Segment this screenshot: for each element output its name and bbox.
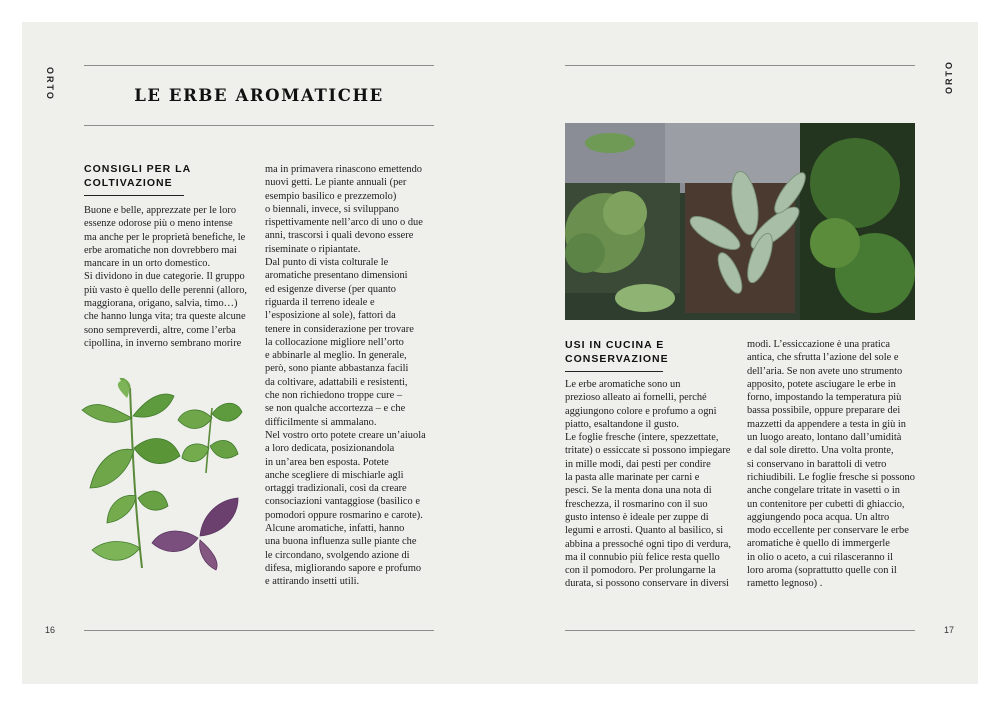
purple-basil-leaves bbox=[152, 498, 238, 570]
left-col2-line: se non qualche accortezza – e che bbox=[265, 403, 406, 415]
right-col1-line: tritate) o essiccate si possono impiegare bbox=[565, 445, 731, 457]
left-col2-line: Alcune aromatiche, infatti, hanno bbox=[265, 523, 405, 535]
left-col1-line: che hanno lunga vita; tra queste alcune bbox=[84, 311, 246, 323]
right-col2-line: apposito, potete asciugare le erbe in bbox=[747, 378, 896, 390]
right-top-rule bbox=[565, 65, 915, 66]
right-side-label: ORTO bbox=[944, 60, 954, 94]
section-heading-conservazione: USI IN CUCINA E CONSERVAZIONE bbox=[565, 339, 669, 365]
herbs-photo-art bbox=[565, 123, 915, 320]
left-col1-line: mancare in un orto domestico. bbox=[84, 258, 211, 270]
left-col2-line: riguarda il terreno ideale e bbox=[265, 296, 375, 308]
left-title-rule bbox=[84, 125, 434, 126]
left-col2-line: ma in primavera rinascono emettendo bbox=[265, 164, 422, 175]
right-col2-line: antica, che sfrutta l’azione del sole e bbox=[747, 352, 899, 364]
left-col2-line: che non richiedono troppe cure – bbox=[265, 390, 403, 402]
left-col2-line: la collocazione migliore nell’orto bbox=[265, 336, 404, 348]
page-number-right: 17 bbox=[944, 625, 955, 635]
left-col1-line: cipollina, in inverno sembrano morire bbox=[84, 337, 242, 349]
right-col1-line: freschezza, il rosmarino con il suo bbox=[565, 498, 708, 510]
left-col2-line: le circondano, svolgendo azione di bbox=[265, 549, 410, 561]
left-col2-line: ed esigenze diverse (per quanto bbox=[265, 283, 396, 295]
right-col2-line: aromatiche è quello di immergerle bbox=[747, 538, 890, 550]
left-col1-line: erbe aromatiche non dovrebbero mai bbox=[84, 244, 237, 256]
left-col2-line: o biennali, invece, si sviluppano bbox=[265, 203, 399, 215]
right-col1-line: durata, si possono conservare in diversi bbox=[565, 578, 729, 590]
left-column-2 bbox=[265, 163, 437, 589]
herbs-photo bbox=[565, 123, 915, 320]
left-col2-line: consociazioni vantaggiose (basilico e bbox=[265, 496, 420, 508]
left-col1-line: essenze odorose più o meno intense bbox=[84, 218, 233, 230]
left-col2-line: difesa, migliorando sapore e profumo bbox=[265, 562, 422, 574]
right-col1-line: la pasta alle marinate per carni e bbox=[565, 472, 700, 484]
left-col2-line: nuovi getti. Le piante annuali (per bbox=[265, 177, 407, 189]
page-title: LE ERBE AROMATICHE bbox=[134, 86, 384, 105]
right-col2-line: si conservano in barattoli di vetro bbox=[747, 458, 887, 470]
right-bottom-rule bbox=[565, 630, 915, 631]
right-col1-line: in mille modi, dai pesti per condire bbox=[565, 458, 711, 470]
right-col2-line: un luogo areato, lontano dall’umidità bbox=[747, 432, 902, 444]
left-side-label: ORTO bbox=[45, 67, 55, 101]
left-col2-line: anni, trascorsi i quali devono essere bbox=[265, 230, 414, 242]
left-col2-line: difficilmente si ammalano. bbox=[265, 416, 377, 428]
left-col2-line: Nel vostro orto potete creare un’aiuola bbox=[265, 429, 426, 441]
right-col1-line: pesci. Se la menta dona una nota di bbox=[565, 485, 712, 497]
page-number-left: 16 bbox=[45, 625, 56, 635]
left-col2-line: pomodori oppure rosmarino e carote). bbox=[265, 509, 423, 521]
basil-sprig-small bbox=[178, 403, 242, 473]
right-col2-line: rametto legnoso) . bbox=[747, 578, 823, 590]
right-col1-line: prezioso alleato ai fornelli, perché bbox=[565, 392, 707, 404]
heading-underline-left bbox=[84, 195, 184, 196]
right-col1-line: ma il connubio più felice resta quello bbox=[565, 551, 720, 563]
right-col2-line: modi. L’essiccazione è una pratica bbox=[747, 339, 891, 350]
right-col1-line: aggiungono colore e profumo a ogni bbox=[565, 405, 717, 417]
left-col2-line: e abbinarle al meglio. In generale, bbox=[265, 350, 407, 362]
left-col2-line: tenere in considerazione per trovare bbox=[265, 323, 414, 335]
right-col2-line: in olio o aceto, a cui rilasceranno il bbox=[747, 551, 893, 563]
right-col2-line: un contenitore per cubetti di ghiaccio, bbox=[747, 498, 905, 510]
right-col2-line: bassa possibile, oppure preparare dei bbox=[747, 405, 901, 417]
left-col2-line: a loro dedicata, posizionandola bbox=[265, 443, 395, 455]
left-col2-line: da coltivare, adattabili e resistenti, bbox=[265, 376, 408, 388]
right-col2-line: dell’aria. Se non avete uno strumento bbox=[747, 365, 903, 377]
right-col2-line: loro aroma (soprattutto quelle con il bbox=[747, 565, 897, 577]
right-col1-line: Le erbe aromatiche sono un bbox=[565, 379, 681, 390]
right-col1-line: legumi e arrosti. Quanto al basilico, si bbox=[565, 525, 724, 537]
right-col2-line: richiudibili. Le foglie fresche si possono bbox=[747, 471, 915, 483]
left-col2-line: riseminate o ripiantate. bbox=[265, 243, 361, 255]
left-col2-line: però, sono piante abbastanza facili bbox=[265, 363, 409, 375]
heading-underline-right bbox=[565, 371, 663, 372]
left-col1-line: più vasto è quello delle perenni (alloro, bbox=[84, 284, 248, 296]
basil-illustration bbox=[72, 378, 252, 578]
left-col1-line: ma anche per le proprietà benefiche, le bbox=[84, 231, 246, 243]
section-heading-coltivazione: CONSIGLI PER LA COLTIVAZIONE bbox=[84, 163, 192, 189]
left-col2-line: rispettivamente nell’arco di uno o due bbox=[265, 217, 423, 229]
left-col2-line: aromatiche presentano dimensioni bbox=[265, 270, 408, 282]
left-col2-line: in un’area ben esposta. Potete bbox=[265, 456, 389, 468]
right-col1-line: abbina a pressoché ogni tipo di verdura, bbox=[565, 538, 731, 550]
left-col2-line: anche scegliere di mischiarle agli bbox=[265, 469, 404, 481]
left-col2-line: una buona influenza sulle piante che bbox=[265, 536, 417, 548]
left-bottom-rule bbox=[84, 630, 434, 631]
right-col2-line: mazzetti da appendere a testa in giù in bbox=[747, 418, 906, 430]
left-col2-line: Dal punto di vista colturale le bbox=[265, 257, 389, 269]
right-col2-line: aggiungendo poca acqua. Un altro bbox=[747, 511, 890, 523]
right-col1-line: piatto, esaltandone il gusto. bbox=[565, 418, 679, 430]
right-column-2 bbox=[747, 338, 922, 591]
right-col2-line: modo eccellente per conservare le erbe bbox=[747, 525, 909, 537]
right-col1-line: Le foglie fresche (intere, spezzettate, bbox=[565, 432, 719, 444]
right-col2-line: forno, impostando la temperatura più bbox=[747, 392, 902, 404]
left-col2-line: l’esposizione al sole), fattori da bbox=[265, 310, 396, 322]
left-col2-line: esempio basilico e prezzemolo) bbox=[265, 190, 397, 202]
left-col1-line: sono sempreverdi, altre, come l’erba bbox=[84, 324, 236, 336]
left-col1-line: maggiorana, origano, salvia, timo…) bbox=[84, 298, 238, 310]
left-col2-line: e attirando insetti utili. bbox=[265, 576, 360, 588]
left-col2-line: ortaggi tradizionali, così da creare bbox=[265, 483, 407, 495]
right-column-1 bbox=[565, 378, 740, 591]
right-col1-line: gusto intenso è ideale per zuppe di bbox=[565, 511, 709, 523]
left-col1-line: Si dividono in due categorie. Il gruppo bbox=[84, 271, 245, 283]
right-col2-line: e dal sole diretto. Una volta pronte, bbox=[747, 445, 894, 457]
right-col2-line: anche congelare tritate in vasetti o in bbox=[747, 485, 900, 497]
left-top-rule bbox=[84, 65, 434, 66]
left-col1-line: Buone e belle, apprezzate per le loro bbox=[84, 205, 237, 216]
right-col1-line: con il pomodoro. Per prolungarne la bbox=[565, 565, 716, 577]
left-column-1 bbox=[84, 204, 254, 350]
